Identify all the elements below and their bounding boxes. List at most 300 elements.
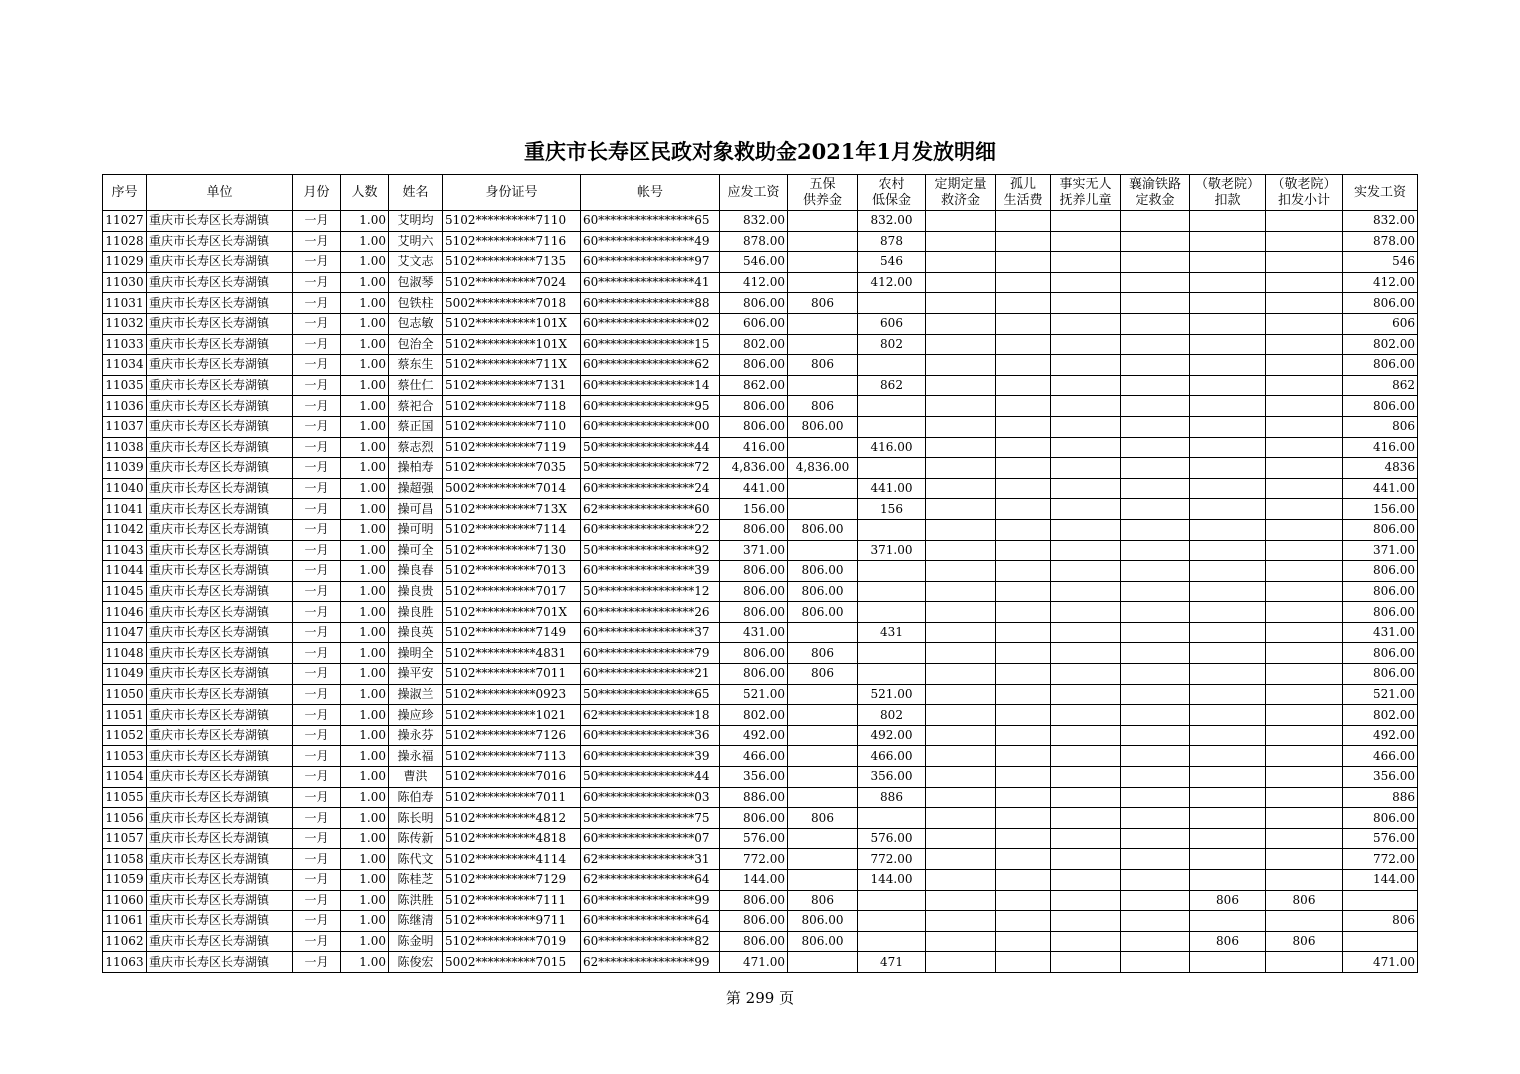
table-cell — [1266, 622, 1343, 643]
table-cell: 一月 — [293, 643, 341, 664]
table-cell: 操淑兰 — [389, 684, 443, 705]
table-cell: 重庆市长寿区长寿湖镇 — [147, 725, 293, 746]
table-cell: 5102**********7019 — [443, 931, 581, 952]
table-cell: 62****************60 — [581, 499, 720, 520]
table-cell — [1190, 664, 1266, 685]
table-cell: 471 — [858, 952, 926, 973]
table-cell: 806 — [1190, 931, 1266, 952]
table-cell — [926, 252, 996, 273]
table-cell: 60****************37 — [581, 622, 720, 643]
table-cell: 60****************95 — [581, 396, 720, 417]
table-cell: 艾明六 — [389, 231, 443, 252]
table-cell — [1121, 890, 1190, 911]
column-header: 序号 — [103, 175, 147, 211]
table-cell: 806 — [1266, 890, 1343, 911]
table-cell: 1.00 — [341, 499, 389, 520]
table-cell: 492.00 — [1343, 725, 1418, 746]
table-cell: 1.00 — [341, 355, 389, 376]
table-cell: 一月 — [293, 684, 341, 705]
table-cell — [1343, 890, 1418, 911]
table-cell: 60****************03 — [581, 787, 720, 808]
table-cell — [1051, 499, 1121, 520]
table-cell: 重庆市长寿区长寿湖镇 — [147, 211, 293, 232]
table-cell: 576.00 — [720, 828, 788, 849]
table-cell — [996, 705, 1051, 726]
table-cell: 492.00 — [720, 725, 788, 746]
column-header: （敬老院） 扣发小计 — [1266, 175, 1343, 211]
table-cell: 11046 — [103, 602, 147, 623]
table-cell: 5102**********7024 — [443, 272, 581, 293]
table-cell — [858, 458, 926, 479]
table-cell — [1190, 602, 1266, 623]
table-cell: 60****************26 — [581, 602, 720, 623]
table-cell: 806 — [788, 664, 858, 685]
table-cell: 5102**********7130 — [443, 540, 581, 561]
table-cell: 5102**********7013 — [443, 561, 581, 582]
table-cell: 一月 — [293, 931, 341, 952]
table-cell — [1266, 808, 1343, 829]
table-cell: 416.00 — [1343, 437, 1418, 458]
table-cell — [1266, 870, 1343, 891]
table-cell: 一月 — [293, 478, 341, 499]
table-cell: 操柏寿 — [389, 458, 443, 479]
table-cell — [1121, 211, 1190, 232]
table-cell — [996, 458, 1051, 479]
table-cell — [1051, 293, 1121, 314]
table-cell: 806.00 — [788, 416, 858, 437]
table-cell — [1266, 458, 1343, 479]
table-cell: 一月 — [293, 767, 341, 788]
table-cell — [858, 416, 926, 437]
table-row — [103, 313, 1418, 334]
table-cell: 5102**********701X — [443, 602, 581, 623]
table-row — [103, 952, 1418, 973]
table-cell: 陈俊宏 — [389, 952, 443, 973]
page-title: 重庆市长寿区民政对象救助金2021年1月发放明细 — [523, 139, 997, 164]
table-cell — [1051, 478, 1121, 499]
table-cell: 11062 — [103, 931, 147, 952]
table-cell — [996, 252, 1051, 273]
table-cell — [1121, 252, 1190, 273]
table-cell — [1051, 396, 1121, 417]
table-cell: 806.00 — [788, 911, 858, 932]
table-cell: 806.00 — [1343, 808, 1418, 829]
table-cell — [926, 890, 996, 911]
table-cell: 11058 — [103, 849, 147, 870]
table-cell: 144.00 — [858, 870, 926, 891]
table-cell — [1190, 561, 1266, 582]
table-cell: 重庆市长寿区长寿湖镇 — [147, 478, 293, 499]
table-cell — [996, 622, 1051, 643]
table-cell — [1121, 375, 1190, 396]
table-cell — [996, 293, 1051, 314]
table-row — [103, 787, 1418, 808]
table-cell: 431 — [858, 622, 926, 643]
table-cell: 606 — [1343, 313, 1418, 334]
table-cell: 50****************75 — [581, 808, 720, 829]
table-cell: 1.00 — [341, 396, 389, 417]
table-cell: 806.00 — [1343, 519, 1418, 540]
table-cell — [1121, 313, 1190, 334]
table-cell: 11039 — [103, 458, 147, 479]
table-cell: 431.00 — [1343, 622, 1418, 643]
table-row — [103, 458, 1418, 479]
table-cell: 806 — [788, 643, 858, 664]
table-cell — [1266, 911, 1343, 932]
table-row — [103, 272, 1418, 293]
table-cell — [1266, 211, 1343, 232]
table-cell: 11037 — [103, 416, 147, 437]
table-cell — [996, 664, 1051, 685]
table-cell — [788, 870, 858, 891]
table-cell: 806 — [788, 890, 858, 911]
table-cell — [1266, 787, 1343, 808]
table-cell — [788, 252, 858, 273]
table-row — [103, 870, 1418, 891]
table-cell — [788, 334, 858, 355]
table-cell: 5002**********7015 — [443, 952, 581, 973]
table-cell — [1051, 643, 1121, 664]
table-cell: 416.00 — [858, 437, 926, 458]
table-cell — [1121, 828, 1190, 849]
table-header — [103, 175, 1418, 211]
table-cell — [996, 787, 1051, 808]
table-cell: 4,836.00 — [788, 458, 858, 479]
table-cell: 878 — [858, 231, 926, 252]
table-cell — [1190, 622, 1266, 643]
table-cell — [858, 293, 926, 314]
table-cell: 1.00 — [341, 705, 389, 726]
table-cell: 操超强 — [389, 478, 443, 499]
table-cell: 60****************24 — [581, 478, 720, 499]
page-number: 第 299 页 — [725, 989, 795, 1007]
table-cell: 1.00 — [341, 293, 389, 314]
column-header: 孤儿 生活费 — [996, 175, 1051, 211]
table-cell: 一月 — [293, 252, 341, 273]
table-cell: 重庆市长寿区长寿湖镇 — [147, 375, 293, 396]
table-cell: 11061 — [103, 911, 147, 932]
table-cell: 806.00 — [788, 561, 858, 582]
table-cell: 1.00 — [341, 561, 389, 582]
table-cell: 832.00 — [1343, 211, 1418, 232]
table-cell: 11035 — [103, 375, 147, 396]
table-cell — [1121, 437, 1190, 458]
table-cell: 806.00 — [1343, 293, 1418, 314]
table-cell — [1051, 725, 1121, 746]
table-cell: 11042 — [103, 519, 147, 540]
table-cell: 441.00 — [858, 478, 926, 499]
table-cell — [788, 499, 858, 520]
table-cell: 11050 — [103, 684, 147, 705]
table-cell — [1051, 561, 1121, 582]
table-cell: 50****************12 — [581, 581, 720, 602]
table-cell: 11036 — [103, 396, 147, 417]
table-cell: 806 — [1266, 931, 1343, 952]
table-cell — [1190, 705, 1266, 726]
table-cell: 1.00 — [341, 231, 389, 252]
table-cell: 11049 — [103, 664, 147, 685]
table-row — [103, 437, 1418, 458]
table-cell — [926, 767, 996, 788]
table-cell — [1190, 828, 1266, 849]
table-cell — [1121, 870, 1190, 891]
table-cell: 521.00 — [720, 684, 788, 705]
table-row — [103, 602, 1418, 623]
table-row — [103, 931, 1418, 952]
table-cell: 1.00 — [341, 540, 389, 561]
table-row — [103, 684, 1418, 705]
table-cell: 356.00 — [858, 767, 926, 788]
table-cell: 802.00 — [720, 334, 788, 355]
table-cell — [858, 931, 926, 952]
table-cell: 466.00 — [720, 746, 788, 767]
table-cell — [1266, 499, 1343, 520]
table-cell: 60****************22 — [581, 519, 720, 540]
table-cell: 576.00 — [1343, 828, 1418, 849]
table-row — [103, 890, 1418, 911]
table-cell — [1190, 643, 1266, 664]
table-cell — [1266, 416, 1343, 437]
table-cell: 一月 — [293, 519, 341, 540]
table-cell — [1051, 231, 1121, 252]
table-cell: 546 — [858, 252, 926, 273]
column-header: 身份证号 — [443, 175, 581, 211]
table-cell: 重庆市长寿区长寿湖镇 — [147, 252, 293, 273]
table-cell — [996, 272, 1051, 293]
table-cell: 5102**********7011 — [443, 664, 581, 685]
table-cell: 11030 — [103, 272, 147, 293]
table-cell: 11034 — [103, 355, 147, 376]
table-cell — [1051, 870, 1121, 891]
table-cell — [996, 375, 1051, 396]
table-cell: 5102**********7129 — [443, 870, 581, 891]
table-row — [103, 231, 1418, 252]
table-cell: 806.00 — [720, 664, 788, 685]
table-cell: 1.00 — [341, 313, 389, 334]
table-cell — [858, 581, 926, 602]
table-cell: 50****************65 — [581, 684, 720, 705]
table-cell: 806.00 — [788, 581, 858, 602]
table-cell: 陈长明 — [389, 808, 443, 829]
table-cell: 862.00 — [720, 375, 788, 396]
table-cell: 144.00 — [720, 870, 788, 891]
table-cell: 62****************18 — [581, 705, 720, 726]
table-cell — [1051, 767, 1121, 788]
table-cell: 11029 — [103, 252, 147, 273]
table-cell: 重庆市长寿区长寿湖镇 — [147, 272, 293, 293]
table-cell: 1.00 — [341, 952, 389, 973]
table-cell: 陈继清 — [389, 911, 443, 932]
table-cell — [858, 396, 926, 417]
table-cell: 62****************31 — [581, 849, 720, 870]
table-cell: 重庆市长寿区长寿湖镇 — [147, 231, 293, 252]
table-cell — [1190, 375, 1266, 396]
table-cell: 806.00 — [788, 602, 858, 623]
table-cell — [1121, 396, 1190, 417]
table-cell: 11052 — [103, 725, 147, 746]
table-cell: 11059 — [103, 870, 147, 891]
table-cell — [926, 931, 996, 952]
table-cell — [1190, 787, 1266, 808]
table-cell: 60****************36 — [581, 725, 720, 746]
table-cell — [996, 767, 1051, 788]
table-cell — [926, 952, 996, 973]
table-cell: 1.00 — [341, 375, 389, 396]
table-cell: 806.00 — [720, 416, 788, 437]
table-cell — [1190, 499, 1266, 520]
table-cell — [1051, 540, 1121, 561]
table-cell: 371.00 — [720, 540, 788, 561]
table-cell — [1051, 252, 1121, 273]
table-cell: 曹洪 — [389, 767, 443, 788]
table-cell — [996, 643, 1051, 664]
table-cell — [1121, 746, 1190, 767]
table-cell: 50****************44 — [581, 437, 720, 458]
table-cell: 重庆市长寿区长寿湖镇 — [147, 767, 293, 788]
table-cell: 60****************15 — [581, 334, 720, 355]
relief-fund-table — [102, 174, 1418, 973]
table-cell — [926, 437, 996, 458]
table-cell: 一月 — [293, 581, 341, 602]
table-cell — [1190, 478, 1266, 499]
table-cell — [996, 808, 1051, 829]
table-cell — [996, 890, 1051, 911]
table-cell: 重庆市长寿区长寿湖镇 — [147, 458, 293, 479]
table-cell — [1190, 725, 1266, 746]
table-cell: 重庆市长寿区长寿湖镇 — [147, 870, 293, 891]
table-cell — [1051, 272, 1121, 293]
table-cell — [1121, 602, 1190, 623]
table-cell: 一月 — [293, 602, 341, 623]
table-cell: 一月 — [293, 313, 341, 334]
table-cell: 1.00 — [341, 458, 389, 479]
table-cell — [1190, 272, 1266, 293]
table-row — [103, 664, 1418, 685]
table-cell — [996, 952, 1051, 973]
table-cell: 806 — [788, 396, 858, 417]
table-cell: 772.00 — [720, 849, 788, 870]
table-cell — [1266, 643, 1343, 664]
table-cell: 806.00 — [720, 519, 788, 540]
table-cell: 1.00 — [341, 664, 389, 685]
table-cell — [1051, 622, 1121, 643]
table-cell — [996, 478, 1051, 499]
table-cell: 重庆市长寿区长寿湖镇 — [147, 890, 293, 911]
table-cell: 1.00 — [341, 870, 389, 891]
table-cell: 陈传新 — [389, 828, 443, 849]
table-cell: 156.00 — [1343, 499, 1418, 520]
table-cell — [926, 622, 996, 643]
table-cell: 一月 — [293, 725, 341, 746]
table-cell — [1266, 293, 1343, 314]
table-row — [103, 622, 1418, 643]
table-cell — [1266, 437, 1343, 458]
table-cell: 11027 — [103, 211, 147, 232]
table-cell — [858, 602, 926, 623]
table-cell: 1.00 — [341, 519, 389, 540]
table-cell: 806.00 — [720, 561, 788, 582]
column-header: 人数 — [341, 175, 389, 211]
table-cell: 60****************39 — [581, 561, 720, 582]
table-cell: 5102**********0923 — [443, 684, 581, 705]
table-cell: 806.00 — [1343, 664, 1418, 685]
table-cell — [926, 396, 996, 417]
table-cell — [858, 808, 926, 829]
table-cell — [1190, 767, 1266, 788]
table-cell: 1.00 — [341, 767, 389, 788]
table-cell: 886 — [858, 787, 926, 808]
column-header: 定期定量 救济金 — [926, 175, 996, 211]
table-cell: 11063 — [103, 952, 147, 973]
table-cell: 11045 — [103, 581, 147, 602]
table-cell — [926, 561, 996, 582]
table-cell — [1190, 416, 1266, 437]
table-row — [103, 293, 1418, 314]
table-cell: 4836 — [1343, 458, 1418, 479]
table-cell: 重庆市长寿区长寿湖镇 — [147, 313, 293, 334]
table-cell — [1121, 334, 1190, 355]
table-cell — [1190, 458, 1266, 479]
table-cell — [1190, 313, 1266, 334]
table-cell — [926, 664, 996, 685]
table-cell: 蔡仕仁 — [389, 375, 443, 396]
table-cell — [1121, 767, 1190, 788]
table-cell: 878.00 — [720, 231, 788, 252]
table-cell — [788, 272, 858, 293]
column-header: 实发工资 — [1343, 175, 1418, 211]
table-cell — [996, 870, 1051, 891]
table-cell — [1266, 478, 1343, 499]
table-cell: 11054 — [103, 767, 147, 788]
table-cell: 重庆市长寿区长寿湖镇 — [147, 931, 293, 952]
table-cell — [996, 602, 1051, 623]
table-cell — [926, 231, 996, 252]
table-cell: 重庆市长寿区长寿湖镇 — [147, 787, 293, 808]
table-cell — [858, 519, 926, 540]
table-cell — [788, 540, 858, 561]
table-cell: 772.00 — [858, 849, 926, 870]
table-cell — [1190, 293, 1266, 314]
table-cell — [1051, 664, 1121, 685]
table-cell: 操可昌 — [389, 499, 443, 520]
table-cell: 5102**********4831 — [443, 643, 581, 664]
table-cell: 5102**********4114 — [443, 849, 581, 870]
table-cell — [926, 313, 996, 334]
table-cell: 466.00 — [1343, 746, 1418, 767]
table-cell: 802.00 — [720, 705, 788, 726]
table-cell: 5102**********7110 — [443, 416, 581, 437]
table-cell: 806 — [1190, 890, 1266, 911]
table-cell: 60****************14 — [581, 375, 720, 396]
table-cell — [1121, 519, 1190, 540]
table-cell — [1266, 828, 1343, 849]
table-cell: 1.00 — [341, 211, 389, 232]
table-cell: 1.00 — [341, 478, 389, 499]
table-cell: 471.00 — [720, 952, 788, 973]
table-cell: 蔡志烈 — [389, 437, 443, 458]
table-cell — [1266, 252, 1343, 273]
table-cell: 操永芬 — [389, 725, 443, 746]
table-cell: 806.00 — [720, 355, 788, 376]
column-header: 襄渝铁路 定救金 — [1121, 175, 1190, 211]
table-row — [103, 519, 1418, 540]
table-cell: 一月 — [293, 828, 341, 849]
table-cell: 5102**********7011 — [443, 787, 581, 808]
table-cell — [1051, 211, 1121, 232]
table-row — [103, 849, 1418, 870]
table-cell: 11031 — [103, 293, 147, 314]
table-cell: 一月 — [293, 705, 341, 726]
